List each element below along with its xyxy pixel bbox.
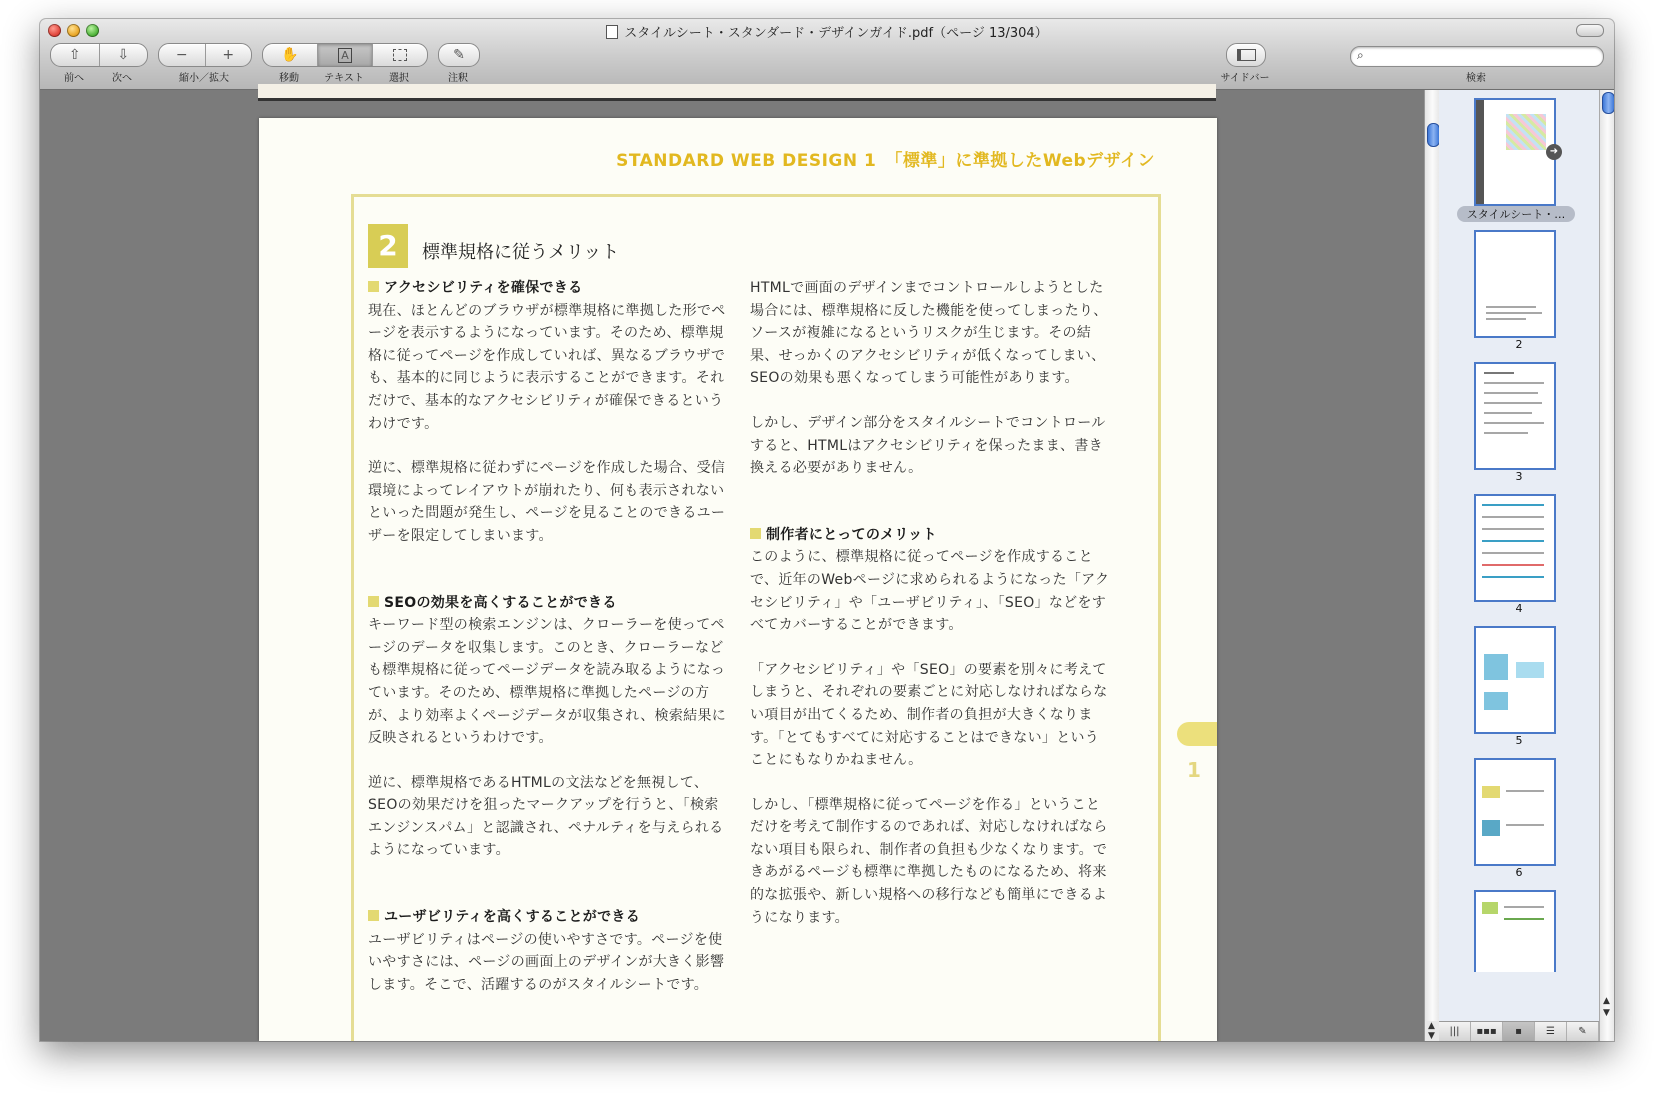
- arrow-up-icon: ⇧: [68, 47, 81, 63]
- prev-label: 前へ: [64, 73, 84, 84]
- search-label: 検索: [1466, 73, 1486, 84]
- thumbnail-4[interactable]: [1474, 494, 1556, 602]
- preview-window: [40, 19, 1614, 1041]
- zoom-label: 縮小／拡大: [179, 73, 229, 84]
- grid-view-icon[interactable]: ▪▪▪: [1471, 1022, 1503, 1041]
- paragraph: 逆に、標準規格であるHTMLの文法などを無視して、SEOの効果だけを狙ったマークアップを行うと、「検索エンジンスパム」と認識され、ペナルティを与えられるようになっています。: [368, 774, 724, 859]
- paragraph: 「アクセシビリティ」や「SEO」の要素を別々に考えてしまうと、それぞれの要素ごとに対応しなければならない項目が出てくるため、制作者の負担が大きくなります。「とてもすべてに対応することはできない」ということにもなりかねません。: [750, 661, 1108, 769]
- doc-scroll-arrows: [1424, 1021, 1440, 1041]
- sidebar-scrollbar[interactable]: [1599, 90, 1614, 1041]
- paragraph: HTMLで画面のデザインまでコントロールしようとした場合には、標準規格に反した機能を使ってしまったり、ソースが複雑になるというリスクが生じます。その結果、せっかくのアクセシビリティが低くなってしまい、SEOの効果も悪くなってしまう可能性があります。: [750, 280, 1108, 387]
- subheading: アクセシビリティを確保できる: [368, 277, 730, 300]
- annotation-view-icon[interactable]: ✎: [1567, 1022, 1599, 1041]
- document-scrollbar[interactable]: [1424, 90, 1440, 1041]
- bullet-square-icon: [368, 281, 379, 292]
- section-number: 2: [368, 224, 408, 268]
- thumbnail-label: 4: [1515, 602, 1523, 615]
- next-page-button[interactable]: [100, 44, 148, 66]
- thumbnail-label: 3: [1515, 470, 1523, 483]
- paragraph: このように、標準規格に従ってページを作成することで、近年のWebページに求められるようになった「アクセシビリティ」や「ユーザビリティ」、「SEO」などをすべてカバーすることができます。: [750, 549, 1110, 634]
- pdf-page[interactable]: [259, 118, 1217, 1041]
- previous-page-edge: [258, 84, 1216, 101]
- chapter-tab: [1177, 722, 1217, 746]
- thumbnail-label: 5: [1515, 734, 1523, 747]
- bullet-square-icon: [368, 910, 379, 921]
- marquee-icon: [393, 49, 407, 61]
- thumbnail-label: スタイルシート・…: [1457, 206, 1575, 222]
- paragraph: しかし、デザイン部分をスタイルシートでコントロールすると、HTMLはアクセシビリティを保ったまま、書き換える必要がありません。: [750, 414, 1106, 477]
- paragraph: キーワード型の検索エンジンは、クローラーを使ってページのデータを収集します。このとき、クローラーなども標準規格に従ってページデータを読み取るようになっています。そのため、標準規格に準拠したページの方が、より効率よくページデータが収集され、検索結果に反映されるというわけです。: [368, 617, 727, 747]
- sidebar-toggle-button[interactable]: [1227, 44, 1265, 66]
- toolbar: [40, 19, 1614, 90]
- hand-icon: ✋: [281, 47, 299, 63]
- subheading: SEOの効果を高くすることができる: [368, 592, 730, 615]
- toolbar-toggle-button[interactable]: [1576, 24, 1604, 37]
- prev-next-group: [50, 43, 148, 67]
- scroll-down-arrow-icon[interactable]: ▼: [1428, 1031, 1435, 1041]
- subheading: 制作者にとってのメリット: [750, 524, 1112, 547]
- link-arrow-icon: ➜: [1546, 144, 1562, 160]
- move-label: 移動: [279, 73, 299, 84]
- paragraph: ユーザビリティはページの使いやすさです。ページを使いやすさには、ページの画面上のデザインが大きく影響します。そこで、活躍するのがスタイルシートです。: [368, 931, 725, 993]
- scroll-down-arrow-icon[interactable]: ▼: [1603, 1008, 1610, 1018]
- sidebar-scroll-thumb[interactable]: [1602, 92, 1614, 114]
- scroll-up-arrow-icon[interactable]: ▲: [1603, 996, 1610, 1006]
- zoom-in-button[interactable]: [206, 44, 252, 66]
- thumbnail-label: 6: [1515, 866, 1523, 879]
- prev-page-button[interactable]: [51, 44, 100, 66]
- text-tool-button[interactable]: [318, 44, 373, 66]
- select-tool-button[interactable]: [373, 44, 427, 66]
- annotate-group: [438, 43, 480, 67]
- text-cursor-icon: A: [338, 48, 352, 63]
- thumbnail-5[interactable]: [1474, 626, 1556, 734]
- annotate-label: 注釈: [448, 73, 468, 84]
- thumbnail-6[interactable]: [1474, 758, 1556, 866]
- thumbnail-1[interactable]: [1474, 98, 1559, 206]
- select-label: 選択: [389, 73, 409, 84]
- thumbnail-3[interactable]: [1474, 362, 1556, 470]
- paragraph: 逆に、標準規格に従わずにページを作成した場合、受信環境によってレイアウトが崩れたり、何も表示されないといった問題が発生し、ページを見ることのできるユーザーを限定してしまいます。: [368, 460, 726, 544]
- tool-mode-group: [262, 43, 428, 67]
- sidebar-label: サイドバー: [1220, 73, 1270, 84]
- thumbnail-label: 2: [1515, 338, 1523, 351]
- sidebar-icon: [1237, 49, 1256, 61]
- right-column: [750, 277, 1112, 951]
- thumbnail-view-icon[interactable]: ▪: [1503, 1022, 1535, 1041]
- thumbnail-sidebar: [1439, 90, 1599, 1041]
- chapter-tab-number: 1: [1187, 758, 1201, 782]
- pencil-icon: ✎: [453, 47, 465, 63]
- document-view[interactable]: [40, 90, 1424, 1041]
- list-view-icon[interactable]: ☰: [1535, 1022, 1567, 1041]
- left-column: [368, 277, 730, 1018]
- paragraph: 現在、ほとんどのブラウザが標準規格に準拠した形でページを表示するようになっています。そのため、標準規格に従ってページを作成していれば、異なるブラウザでも、基本的に同じように表示することができます。それだけで、基本的なアクセシビリティが確保できるというわけです。: [368, 302, 726, 432]
- subheading: ユーザビリティを高くすることができる: [368, 906, 730, 929]
- zoom-out-button[interactable]: [159, 44, 206, 66]
- annotate-button[interactable]: [439, 44, 479, 66]
- search-icon: ⌕: [1357, 48, 1364, 62]
- section-frame: [351, 194, 1161, 1041]
- search-field[interactable]: [1350, 46, 1604, 67]
- search-input[interactable]: [1373, 49, 1597, 63]
- next-label: 次へ: [112, 73, 132, 84]
- thumbnail-2[interactable]: [1474, 230, 1556, 338]
- bullet-square-icon: [368, 596, 379, 607]
- bullet-square-icon: [750, 528, 761, 539]
- sidebar-view-switcher: [1439, 1021, 1599, 1041]
- section-title: 標準規格に従うメリット: [422, 242, 620, 263]
- thumbnail-7[interactable]: [1474, 890, 1556, 972]
- scroll-up-arrow-icon[interactable]: ▲: [1428, 1021, 1435, 1031]
- move-tool-button[interactable]: [263, 44, 318, 66]
- plus-icon: +: [222, 47, 235, 63]
- minus-icon: −: [175, 47, 188, 63]
- pdf-document-icon: [606, 25, 618, 39]
- window-title: スタイルシート・スタンダード・デザインガイド.pdf（ページ 13/304）: [40, 22, 1614, 41]
- paragraph: しかし、「標準規格に従ってページを作る」ということだけを考えて制作するのであれば、対応しなければならない項目も限られ、制作者の負担も少なくなります。できあがるページも標準に準拠したものになるため、将来的な拡張や、新しい規格への移行なども簡単にできるようになります。: [750, 796, 1108, 926]
- running-head: STANDARD WEB DESIGN 1 「標準」に準拠したWebデザイン: [616, 151, 1155, 171]
- zoom-group: [158, 43, 252, 67]
- text-label: テキスト: [324, 73, 364, 84]
- columns-view-icon[interactable]: |||: [1439, 1022, 1471, 1041]
- sidebar-group: [1226, 43, 1266, 67]
- arrow-down-icon: ⇩: [117, 47, 130, 63]
